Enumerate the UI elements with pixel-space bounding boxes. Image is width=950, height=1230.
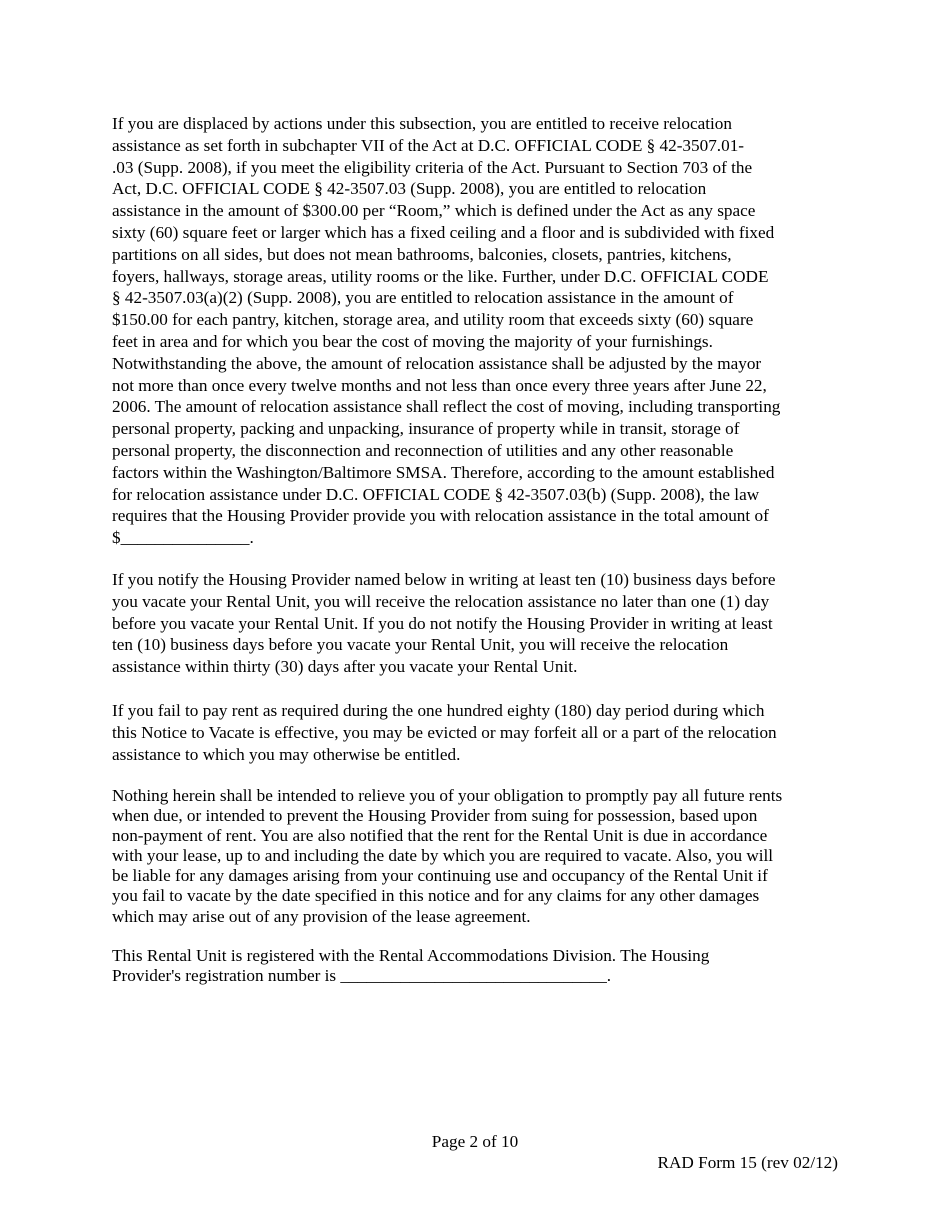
rent-obligation-paragraph: Nothing herein shall be intended to relieve you of your obligation to promptly pay all future rents when due, or intended to prevent the Housing Provider from suing for possession, based upon non-payment of rent. You are also notified that the rent for the Rental Unit is due in accordance with your lease, up to and including the date by which you are required to vacate. Also, you will be liable for any damages arising from your continuing use and occupancy of the Rental Unit if you fail to vacate by the date specified in this notice and for any claims for any other damages which may arise out of any provision of the lease agreement. (112, 786, 783, 926)
registration-number-paragraph: This Rental Unit is registered with the Rental Accommodations Division. The Housing Provider's registration number is _______________________________. (112, 946, 710, 986)
form-identifier: RAD Form 15 (rev 02/12) (657, 1153, 838, 1172)
failure-to-pay-rent-paragraph: If you fail to pay rent as required during the one hundred eighty (180) day period during which this Notice to Vacate is effective, you may be evicted or may forfeit all or a part of the relocation assistance to which you may otherwise be entitled. (112, 701, 777, 764)
page-number: Page 2 of 10 (431, 1132, 519, 1151)
notification-timing-paragraph: If you notify the Housing Provider named below in writing at least ten (10) business days before you vacate your Rental Unit, you will receive the relocation assistance no later than one (1) day before you vacate your Rental Unit. If you do not notify the Housing Provider in writing at least ten (10) business days before you vacate your Rental Unit, you will receive the relocation assistance within thirty (30) days after you vacate your Rental Unit. (112, 570, 776, 677)
relocation-assistance-paragraph: If you are displaced by actions under this subsection, you are entitled to receive relocation assistance as set forth in subchapter VII of the Act at D.C. OFFICIAL CODE § 42-3507.01- .03 (Supp. 2008), if you meet the eligibility criteria of the Act. Pursuant to Section 703 of the Act, D.C. OFFICIAL CODE § 42-3507.03 (Supp. 2008), you are entitled to relocation assistance in the amount of $300.00 per “Room,” which is defined under the Act as any space sixty (60) square feet or larger which has a fixed ceiling and a floor and is subdivided with fixed partitions on all sides, but does not mean bathrooms, balconies, closets, pantries, kitchens, foyers, hallways, storage areas, utility rooms or the like. Further, under D.C. OFFICIAL CODE § 42-3507.03(a)(2) (Supp. 2008), you are entitled to relocation assistance in the amount of $150.00 for each pantry, kitchen, storage area, and utility room that exceeds sixty (60) square feet in area and for which you bear the cost of moving the majority of your furnishings. Notwithstanding the above, the amount of relocation assistance shall be adjusted by the mayor not more than once every twelve months and not less than once every three years after June 22, 2006. The amount of relocation assistance shall reflect the cost of moving, including transporting personal property, packing and unpacking, insurance of property while in transit, storage of personal property, the disconnection and reconnection of utilities and any other reasonable factors within the Washington/Baltimore SMSA. Therefore, according to the amount established for relocation assistance under D.C. OFFICIAL CODE § 42-3507.03(b) (Supp. 2008), the law requires that the Housing Provider provide you with relocation assistance in the total amount of $_______________. (112, 114, 781, 548)
